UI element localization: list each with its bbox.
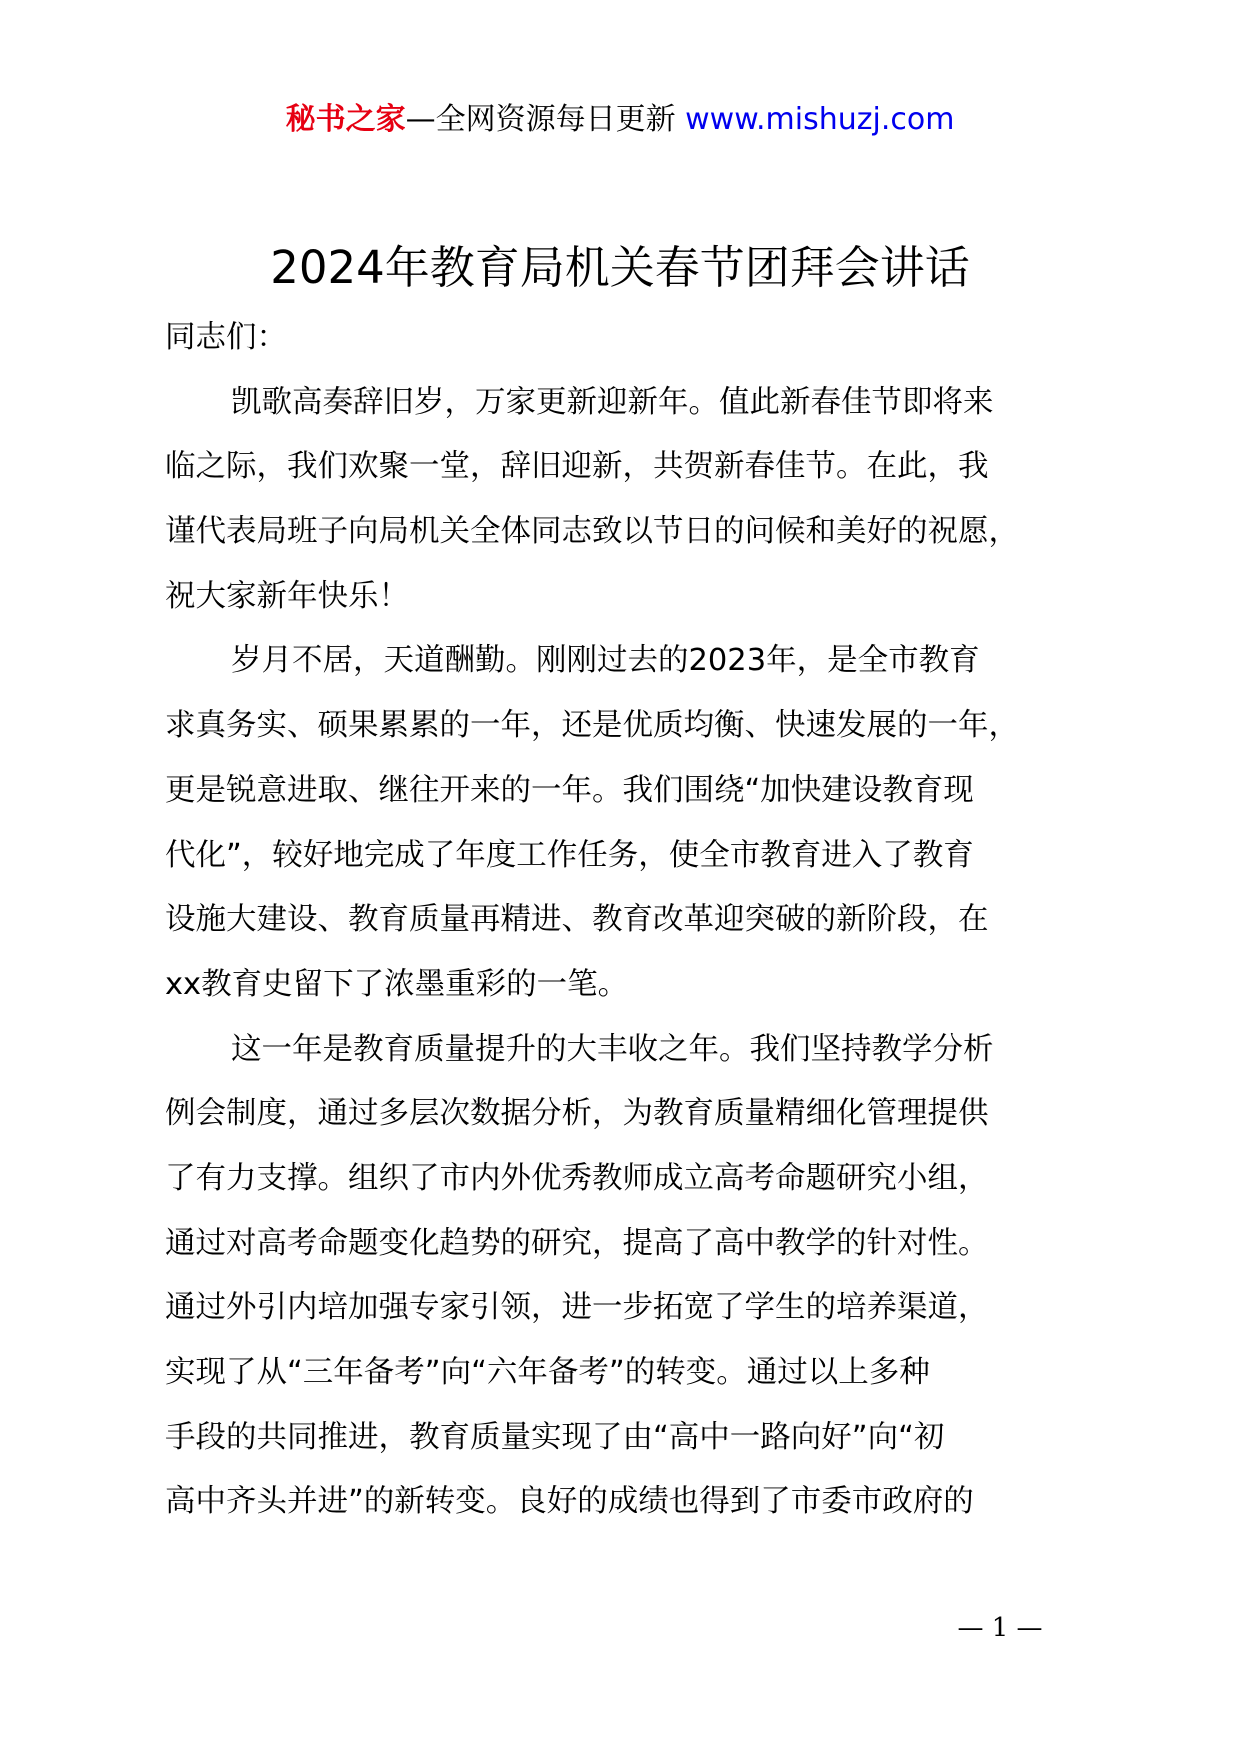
paragraph-1-line-1: 凯歌高奏辞旧岁，万家更新迎新年。值此新春佳节即将来 (231, 384, 994, 420)
paragraph-2-line-4: 代化”，较好地完成了年度工作任务，使全市教育进入了教育 (165, 837, 974, 873)
paragraph-3-line-6: 实现了从“三年备考”向“六年备考”的转变。通过以上多种 (165, 1355, 930, 1390)
paragraph-3-line-1: 这一年是教育质量提升的大丰收之年。我们坚持教学分析 (231, 1031, 994, 1067)
paragraph-1-line-4: 祝大家新年快乐！ (165, 578, 409, 614)
paragraph-2-line-3: 更是锐意进取、继往开来的一年。我们围绕“加快建设教育现 (165, 772, 974, 808)
paragraph-3-line-8: 高中齐头并进”的新转变。良好的成绩也得到了市委市政府的 (165, 1484, 974, 1520)
paragraph-2-line-6: xx教育史留下了浓墨重彩的一笔。 (165, 966, 629, 1002)
header-tagline: —全网资源每日更新 (405, 102, 676, 137)
document-title: 2024年教育局机关春节团拜会讲话 (270, 241, 970, 294)
paragraph-1-line-3: 谨代表局班子向局机关全体同志致以节日的问候和美好的祝愿， (165, 514, 1019, 550)
site-url-link[interactable]: www.mishuzj.com (685, 102, 955, 137)
paragraph-3-line-2: 例会制度，通过多层次数据分析，为教育质量精细化管理提供 (165, 1096, 989, 1132)
paragraph-2-line-1: 岁月不居，天道酬勤。刚刚过去的2023年，是全市教育 (231, 643, 980, 679)
page-number: — 1 — (957, 1613, 1043, 1643)
document-body (165, 306, 1125, 1535)
paragraph-3-line-3: 了有力支撑。组织了市内外优秀教师成立高考命题研究小组， (165, 1160, 989, 1196)
salutation: 同志们： (165, 320, 287, 355)
paragraph-1-line-2: 临之际，我们欢聚一堂，辞旧迎新，共贺新春佳节。在此，我 (165, 449, 989, 485)
paragraph-2-line-2: 求真务实、硕果累累的一年，还是优质均衡、快速发展的一年， (165, 708, 1019, 744)
paragraph-2-line-5: 设施大建设、教育质量再精进、教育改革迎突破的新阶段，在 (165, 902, 989, 938)
paragraph-3-line-5: 通过外引内培加强专家引领，进一步拓宽了学生的培养渠道， (165, 1290, 989, 1326)
brand-name: 秘书之家 (285, 102, 406, 137)
paragraph-3-line-7: 手段的共同推进，教育质量实现了由“高中一路向好”向“初 (165, 1419, 945, 1455)
site-header (0, 100, 1240, 140)
paragraph-3-line-4: 通过对高考命题变化趋势的研究，提高了高中教学的针对性。 (165, 1225, 989, 1261)
